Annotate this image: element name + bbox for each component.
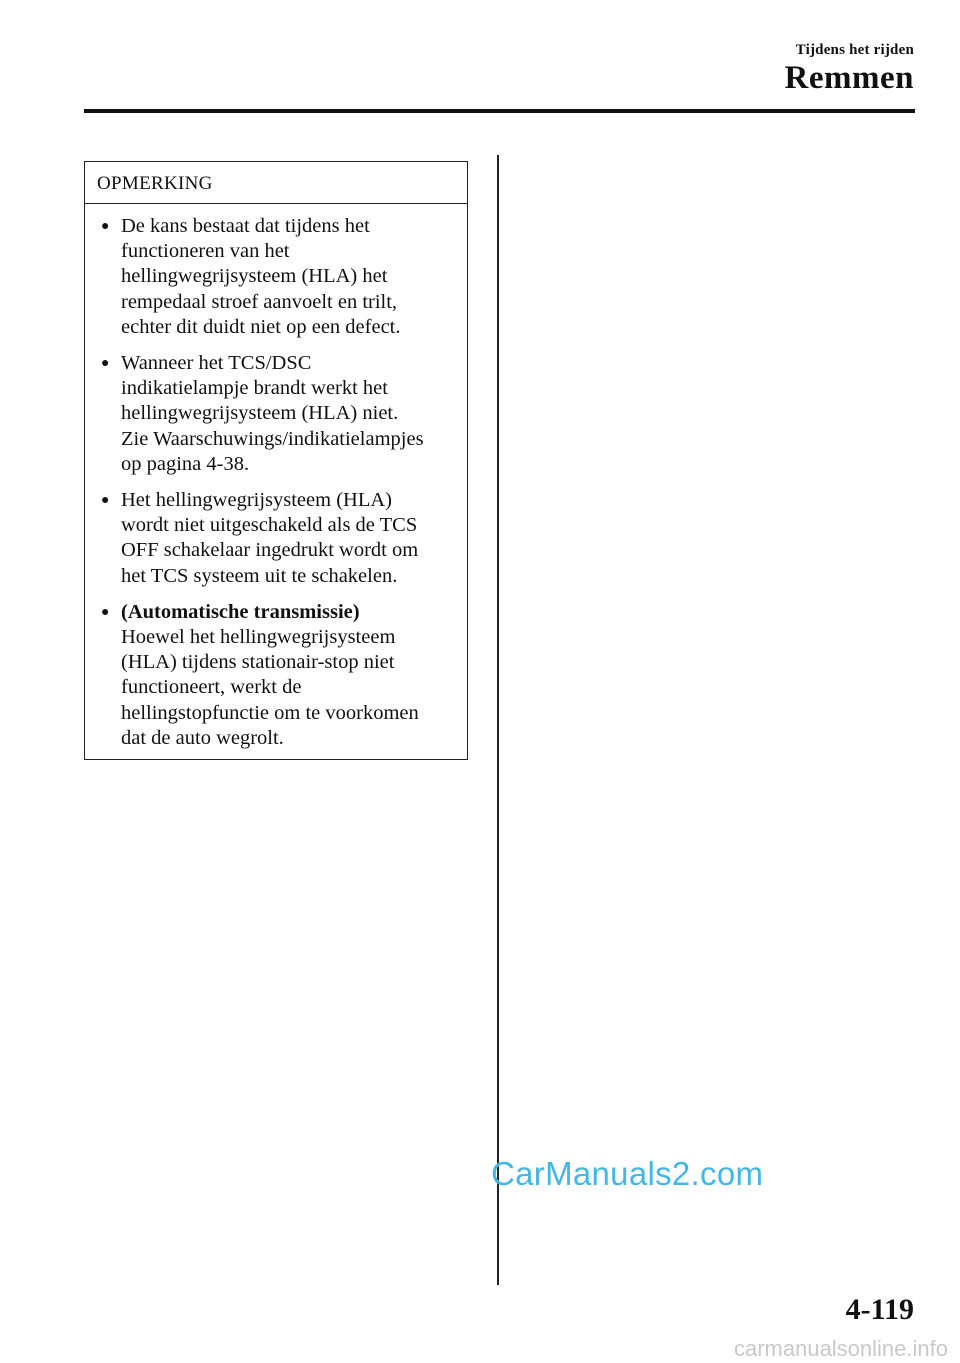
note-line: op pagina 4-38. bbox=[121, 452, 250, 475]
note-line: hellingwegrijsysteem (HLA) niet. bbox=[121, 402, 399, 425]
note-list bbox=[85, 204, 467, 751]
section-title: Tijdens het rijden bbox=[795, 42, 914, 58]
note-item bbox=[101, 600, 457, 751]
note-item bbox=[101, 214, 457, 340]
note-line: hellingstopfunctie om te voorkomen bbox=[121, 701, 419, 724]
note-line: het TCS systeem uit te schakelen. bbox=[121, 564, 398, 587]
page-number: 4-119 bbox=[845, 1293, 914, 1326]
note-line: functioneren van het bbox=[121, 240, 290, 263]
note-line: Wanneer het TCS/DSC bbox=[121, 352, 312, 375]
note-line: OFF schakelaar ingedrukt wordt om bbox=[121, 539, 419, 562]
note-box bbox=[84, 161, 468, 760]
note-line: functioneert, werkt de bbox=[121, 676, 302, 699]
note-heading: OPMERKING bbox=[85, 162, 467, 204]
column-divider bbox=[497, 155, 499, 1285]
bullet-icon: ● bbox=[101, 219, 110, 234]
note-line: echter dit duidt niet op een defect. bbox=[121, 315, 401, 338]
bullet-icon: ● bbox=[101, 493, 110, 509]
page-title: Remmen bbox=[784, 60, 914, 96]
note-line: wordt niet uitgeschakeld als de TCS bbox=[121, 514, 418, 537]
watermark: CarManuals2.com bbox=[491, 1155, 764, 1192]
bullet-icon: ● bbox=[101, 604, 110, 620]
footer-watermark: carmanualsonline.info bbox=[733, 1336, 948, 1361]
note-item bbox=[101, 351, 457, 477]
bullet-icon: ● bbox=[101, 356, 110, 372]
note-line: indikatielampje brandt werkt het bbox=[121, 377, 388, 400]
note-line: hellingwegrijsysteem (HLA) het bbox=[121, 265, 388, 288]
note-line: Zie Waarschuwings/indikatielampjes bbox=[121, 427, 424, 450]
note-line: rempedaal stroef aanvoelt en trilt, bbox=[121, 290, 398, 313]
note-line: Hoewel het hellingwegrijsysteem bbox=[121, 626, 396, 649]
note-line: (HLA) tijdens stationair-stop niet bbox=[121, 651, 395, 674]
note-bold-lead: (Automatische transmissie) bbox=[121, 600, 360, 623]
note-line: De kans bestaat dat tijdens het bbox=[121, 215, 370, 237]
note-line: Het hellingwegrijsysteem (HLA) bbox=[121, 489, 392, 512]
note-line: dat de auto wegrolt. bbox=[121, 726, 284, 749]
note-item bbox=[101, 488, 457, 589]
header-rule bbox=[84, 109, 915, 113]
